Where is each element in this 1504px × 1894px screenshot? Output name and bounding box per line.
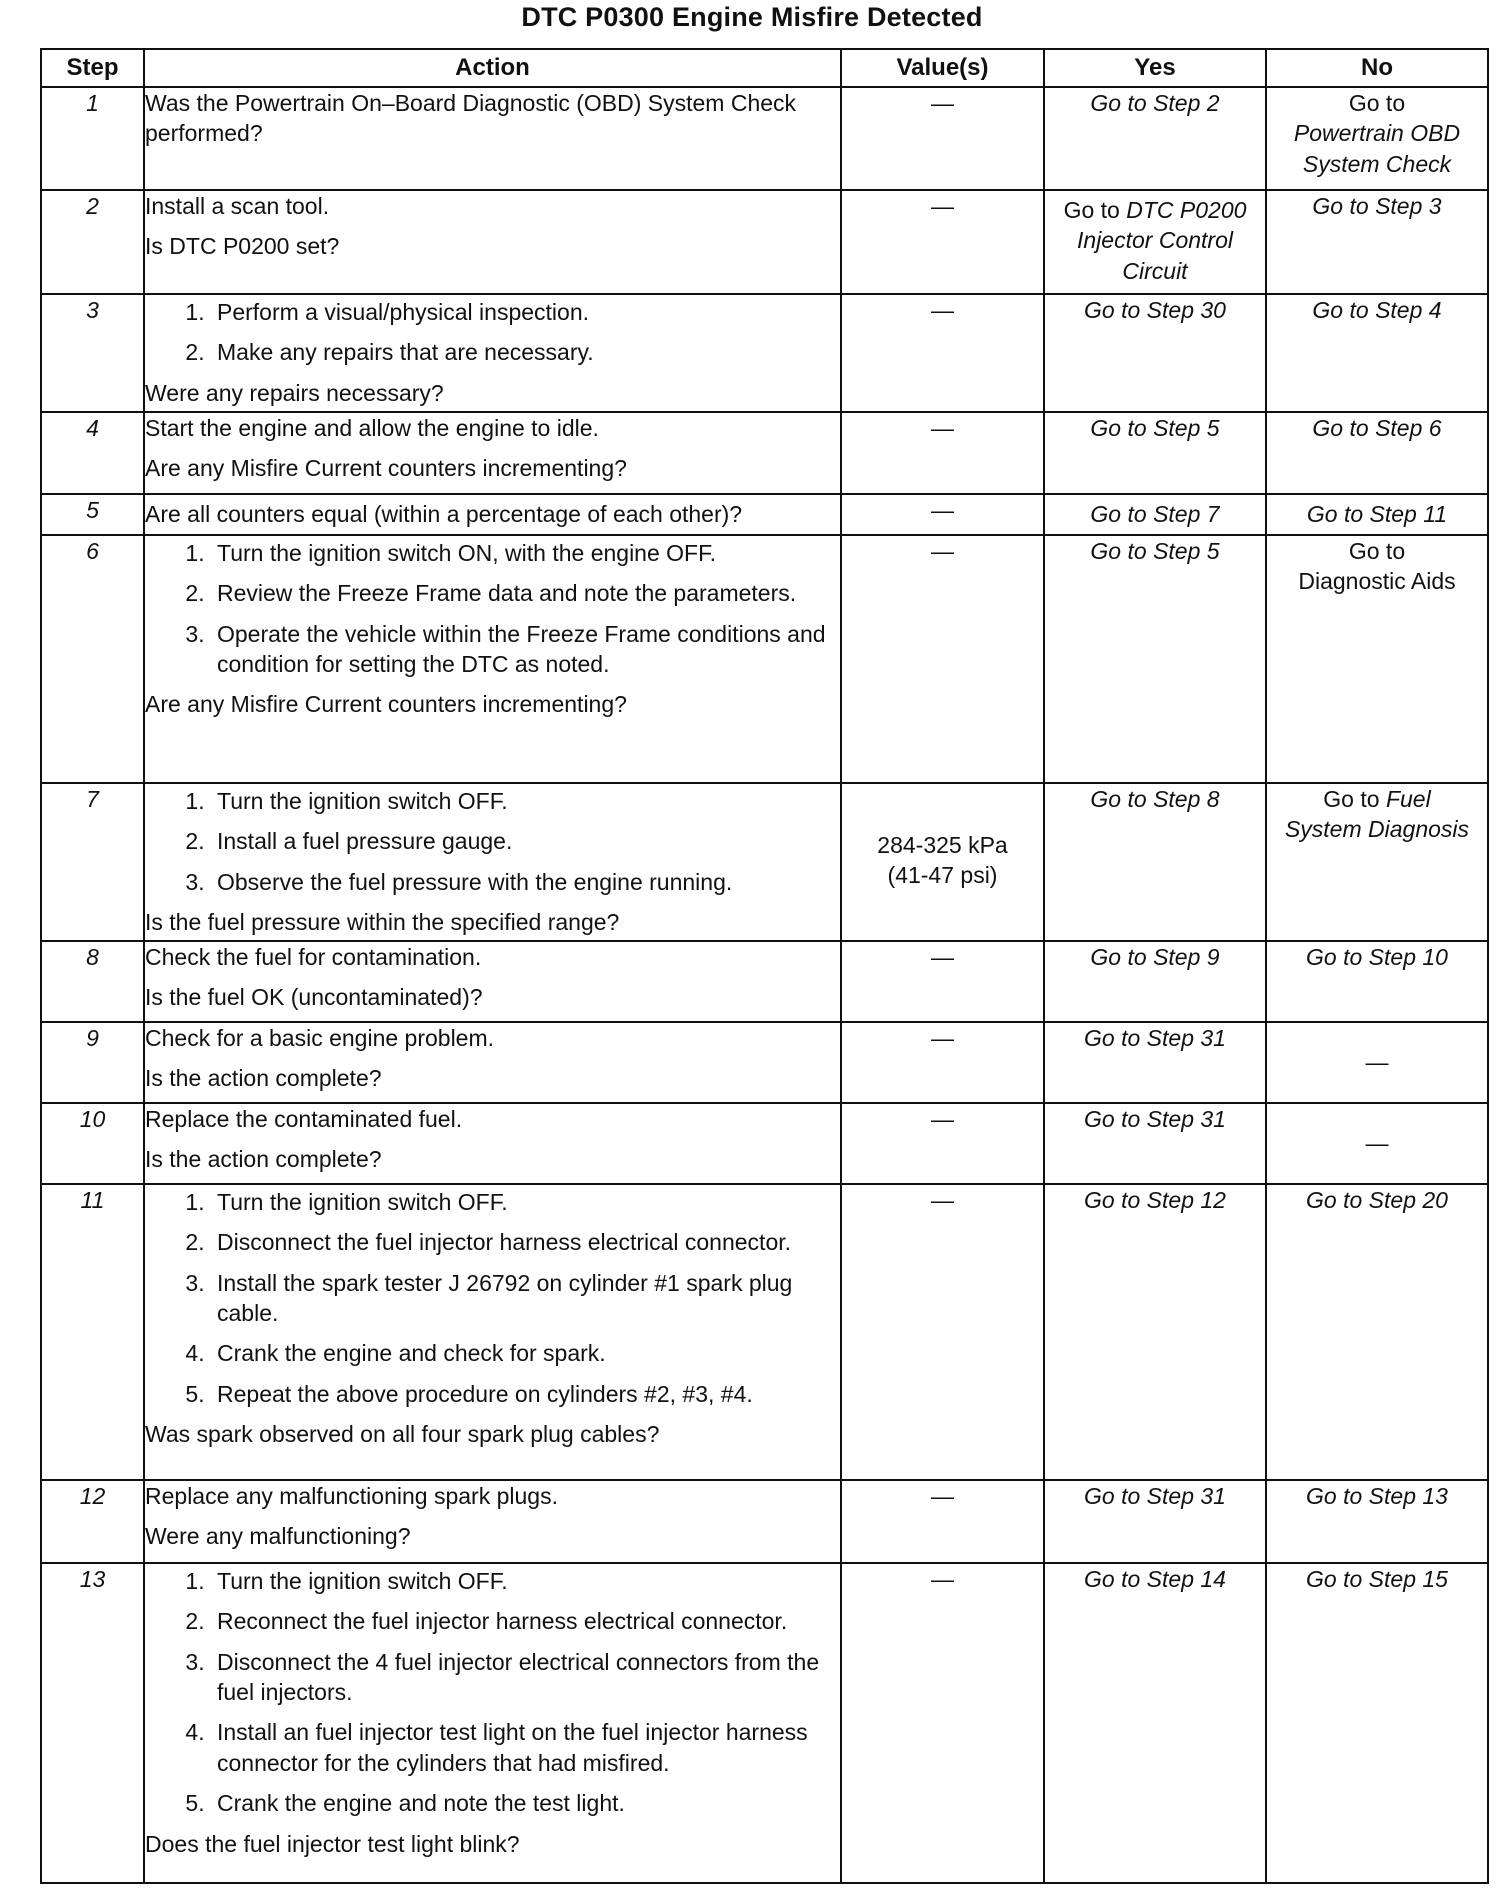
table-row xyxy=(41,941,1488,1022)
procedure-list xyxy=(145,786,840,897)
action-text: Check the fuel for contamination. xyxy=(145,944,482,970)
action-question: Are all counters equal (within a percentage of each other)? xyxy=(145,501,743,528)
step-number: 6 xyxy=(41,535,144,783)
procedure-step: 2. Reconnect the fuel injector harness electrical connector. xyxy=(211,1606,840,1636)
no-text: Powertrain OBD xyxy=(1293,120,1461,147)
value-cell: — xyxy=(841,190,1044,294)
value-cell: — xyxy=(841,1184,1044,1480)
table-row xyxy=(41,190,1488,294)
step-number: 2 xyxy=(41,190,144,294)
yes-cell: Go to Step 31 xyxy=(1044,1480,1266,1563)
no-cell: Go to Step 15 xyxy=(1266,1563,1488,1883)
no-text: System Check xyxy=(1302,150,1452,177)
no-cell: Go to Step 6 xyxy=(1266,412,1488,494)
diagnostic-table xyxy=(40,48,1489,1884)
step-number: 1 xyxy=(41,87,144,190)
procedure-step: 1. Turn the ignition switch OFF. xyxy=(211,1187,840,1217)
table-row xyxy=(41,87,1488,190)
no-text: Go to xyxy=(1348,538,1406,564)
action-cell xyxy=(144,1184,841,1480)
action-cell xyxy=(144,535,841,783)
no-cell xyxy=(1266,535,1488,783)
no-cell: Go to Step 11 xyxy=(1266,494,1488,535)
no-text: Fuel xyxy=(1385,786,1431,812)
header-yes: Yes xyxy=(1044,49,1266,87)
procedure-step: 1. Perform a visual/physical inspection. xyxy=(211,297,840,327)
action-text: Was the Powertrain On–Board Diagnostic (OBD) System Check performed? xyxy=(145,90,797,147)
action-cell xyxy=(144,1563,841,1883)
procedure-step: 3. Disconnect the 4 fuel injector electrical connectors from the fuel injectors. xyxy=(211,1647,840,1708)
step-number: 12 xyxy=(41,1480,144,1563)
table-row xyxy=(41,783,1488,941)
no-cell: Go to Step 10 xyxy=(1266,941,1488,1022)
table-row xyxy=(41,1022,1488,1103)
action-question: Are any Misfire Current counters incrementing? xyxy=(145,691,627,718)
yes-text: Injector Control xyxy=(1077,227,1233,254)
action-text: Replace any malfunctioning spark plugs. xyxy=(145,1483,558,1509)
procedure-step: 3. Observe the fuel pressure with the engine running. xyxy=(211,867,840,897)
action-question: Is the action complete? xyxy=(145,1146,382,1173)
procedure-step: 2. Make any repairs that are necessary. xyxy=(211,337,840,367)
procedure-step: 2. Disconnect the fuel injector harness electrical connector. xyxy=(211,1227,840,1257)
action-question: Were any repairs necessary? xyxy=(145,379,444,406)
value-cell: — xyxy=(841,1022,1044,1103)
no-text: Go to xyxy=(1348,90,1406,116)
procedure-list xyxy=(145,297,840,368)
yes-cell xyxy=(1044,190,1266,294)
yes-cell: Go to Step 5 xyxy=(1044,412,1266,494)
action-cell xyxy=(144,783,841,941)
action-text: Install a scan tool. xyxy=(145,193,330,219)
action-question: Is the action complete? xyxy=(145,1065,382,1092)
procedure-list xyxy=(145,1187,840,1409)
yes-cell: Go to Step 5 xyxy=(1044,535,1266,783)
yes-cell: Go to Step 9 xyxy=(1044,941,1266,1022)
yes-text: Go to xyxy=(1063,197,1120,223)
procedure-step: 2. Review the Freeze Frame data and note the parameters. xyxy=(211,578,840,608)
value-text: 284-325 kPa xyxy=(877,832,1008,858)
no-cell: Go to Step 4 xyxy=(1266,294,1488,412)
value-cell: — xyxy=(841,494,1044,535)
action-cell xyxy=(144,494,841,535)
step-number: 3 xyxy=(41,294,144,412)
yes-cell: Go to Step 31 xyxy=(1044,1022,1266,1103)
action-question: Are any Misfire Current counters incrementing? xyxy=(145,455,627,482)
value-cell: — xyxy=(841,535,1044,783)
procedure-step: 2. Install a fuel pressure gauge. xyxy=(211,826,840,856)
value-cell: — xyxy=(841,1480,1044,1563)
header-no: No xyxy=(1266,49,1488,87)
step-number: 8 xyxy=(41,941,144,1022)
value-cell: — xyxy=(841,1563,1044,1883)
yes-cell: Go to Step 12 xyxy=(1044,1184,1266,1480)
yes-cell: Go to Step 31 xyxy=(1044,1103,1266,1184)
no-cell: Go to Step 20 xyxy=(1266,1184,1488,1480)
table-row xyxy=(41,1480,1488,1563)
table-row xyxy=(41,494,1488,535)
yes-cell: Go to Step 7 xyxy=(1044,494,1266,535)
table-row xyxy=(41,294,1488,412)
no-text: System Diagnosis xyxy=(1284,816,1470,843)
step-number: 7 xyxy=(41,783,144,941)
action-cell xyxy=(144,412,841,494)
page-title: DTC P0300 Engine Misfire Detected xyxy=(521,2,983,32)
action-cell xyxy=(144,1480,841,1563)
step-number: 9 xyxy=(41,1022,144,1103)
no-cell xyxy=(1266,87,1488,190)
procedure-list xyxy=(145,1566,840,1819)
step-number: 11 xyxy=(41,1184,144,1480)
no-text: Go to xyxy=(1323,786,1380,812)
action-question: Was spark observed on all four spark plug cables? xyxy=(145,1421,660,1448)
procedure-step: 1. Turn the ignition switch ON, with the engine OFF. xyxy=(211,538,840,568)
procedure-step: 5. Crank the engine and note the test light. xyxy=(211,1788,840,1818)
table-row xyxy=(41,412,1488,494)
header-step: Step xyxy=(41,49,144,87)
no-cell: — xyxy=(1266,1022,1488,1103)
action-cell xyxy=(144,190,841,294)
procedure-step: 1. Turn the ignition switch OFF. xyxy=(211,786,840,816)
yes-text: DTC P0200 xyxy=(1126,197,1247,223)
action-question: Is the fuel pressure within the specified range? xyxy=(145,909,620,936)
no-text: Diagnostic Aids xyxy=(1298,568,1456,595)
procedure-step: 4. Install an fuel injector test light on the fuel injector harness connector for the cylinders that had misfired. xyxy=(211,1717,840,1778)
table-header-row xyxy=(41,49,1488,87)
action-text: Start the engine and allow the engine to idle. xyxy=(145,415,599,441)
value-text: (41-47 psi) xyxy=(887,862,998,889)
no-cell: — xyxy=(1266,1103,1488,1184)
value-cell xyxy=(841,783,1044,941)
table-row xyxy=(41,1184,1488,1480)
action-cell xyxy=(144,941,841,1022)
action-question: Does the fuel injector test light blink? xyxy=(145,1830,520,1857)
yes-cell: Go to Step 14 xyxy=(1044,1563,1266,1883)
table-row xyxy=(41,1103,1488,1184)
yes-text: Circuit xyxy=(1122,257,1188,284)
procedure-step: 3. Operate the vehicle within the Freeze Frame conditions and condition for setting the DTC as noted. xyxy=(211,619,840,680)
no-cell xyxy=(1266,783,1488,941)
action-text: Replace the contaminated fuel. xyxy=(145,1106,463,1132)
procedure-step: 4. Crank the engine and check for spark. xyxy=(211,1338,840,1368)
action-cell xyxy=(144,294,841,412)
value-cell: — xyxy=(841,941,1044,1022)
procedure-step: 1. Turn the ignition switch OFF. xyxy=(211,1566,840,1596)
value-cell: — xyxy=(841,412,1044,494)
yes-cell: Go to Step 2 xyxy=(1044,87,1266,190)
header-values: Value(s) xyxy=(841,49,1044,87)
action-text: Check for a basic engine problem. xyxy=(145,1025,495,1051)
action-question: Were any malfunctioning? xyxy=(145,1523,411,1550)
step-number: 4 xyxy=(41,412,144,494)
action-cell xyxy=(144,1022,841,1103)
table-row xyxy=(41,535,1488,783)
action-question: Is the fuel OK (uncontaminated)? xyxy=(145,984,483,1011)
no-cell: Go to Step 13 xyxy=(1266,1480,1488,1563)
yes-cell: Go to Step 8 xyxy=(1044,783,1266,941)
procedure-list xyxy=(145,538,840,679)
procedure-step: 5. Repeat the above procedure on cylinders #2, #3, #4. xyxy=(211,1379,840,1409)
no-cell: Go to Step 3 xyxy=(1266,190,1488,294)
header-action: Action xyxy=(144,49,841,87)
table-row xyxy=(41,1563,1488,1883)
value-cell: — xyxy=(841,1103,1044,1184)
action-cell xyxy=(144,87,841,190)
step-number: 5 xyxy=(41,494,144,535)
value-cell: — xyxy=(841,294,1044,412)
step-number: 13 xyxy=(41,1563,144,1883)
yes-cell: Go to Step 30 xyxy=(1044,294,1266,412)
step-number: 10 xyxy=(41,1103,144,1184)
action-cell xyxy=(144,1103,841,1184)
value-cell: — xyxy=(841,87,1044,190)
action-question: Is DTC P0200 set? xyxy=(145,233,340,260)
procedure-step: 3. Install the spark tester J 26792 on cylinder #1 spark plug cable. xyxy=(211,1268,840,1329)
